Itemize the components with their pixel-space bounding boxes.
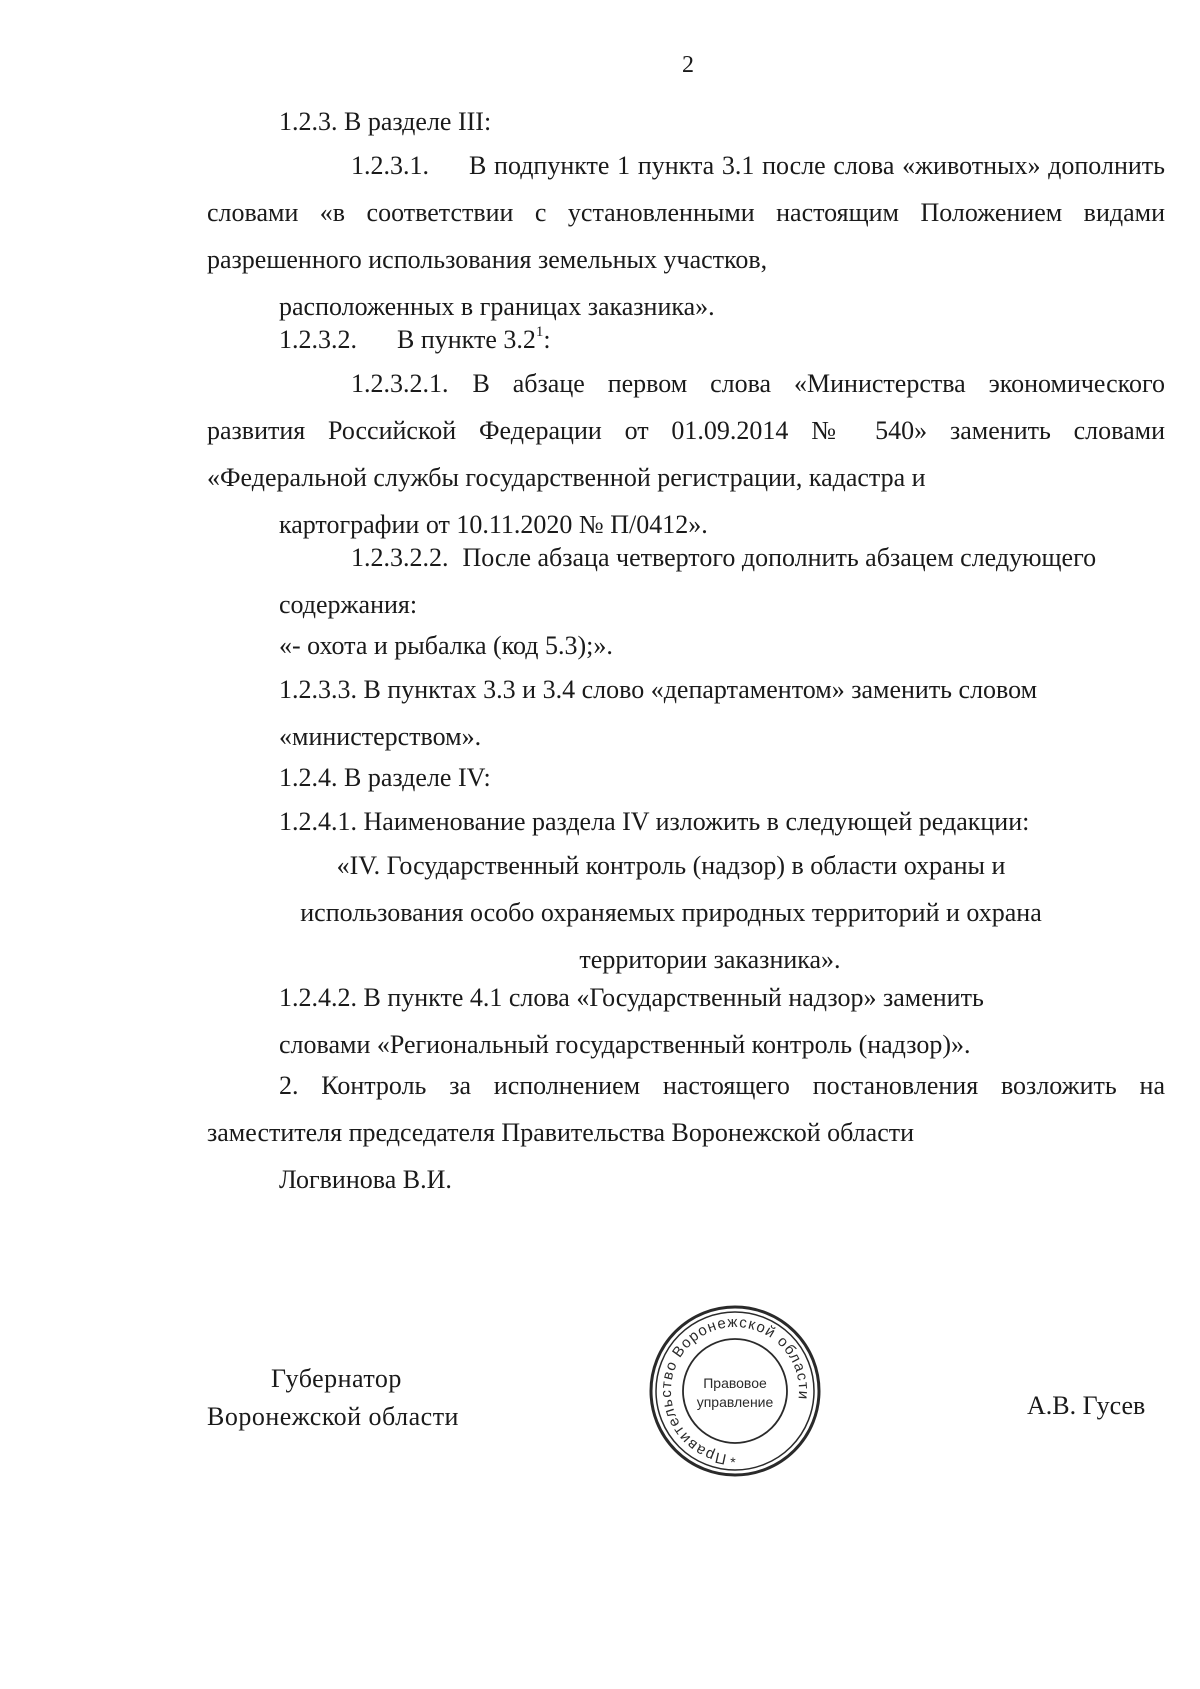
paragraph-text: В пункте 3.2	[397, 325, 536, 354]
signatory-name: А.В. Гусев	[1027, 1391, 1146, 1420]
paragraph-last-line: словами «Региональный государственный контроль (надзор)».	[279, 1030, 971, 1059]
stamp-inner-line: Правовое	[703, 1375, 767, 1391]
position-title: Губернатор	[271, 1364, 402, 1393]
stamp-star: *	[730, 1454, 736, 1470]
quoted-addition: «- охота и рыбалка (код 5.3);».	[279, 631, 613, 660]
heading-line: использования особо охраняемых природных территорий и охрана	[300, 898, 1042, 927]
paragraph-1-2-3: 1.2.3. В разделе III:	[279, 107, 492, 136]
paragraph-1-2-3-3	[207, 666, 1165, 760]
signatory-position	[207, 1360, 459, 1436]
paragraph-text: 2. Контроль за исполнением настоящего постановления возложить на заместителя председателя Правительства Воронежской области	[207, 1071, 1165, 1147]
item-number: 1.2.3.2.	[279, 325, 357, 354]
official-stamp-seal	[647, 1303, 823, 1479]
paragraph-text: 1.2.3.3. В пунктах 3.3 и 3.4 слово «департаментом» заменить словом	[279, 675, 1038, 704]
superscript: 1	[535, 324, 544, 340]
heading-line: территории заказника».	[579, 945, 841, 974]
paragraph-last-line: картографии от 10.11.2020 № П/0412».	[279, 510, 708, 539]
paragraph-1-2-3-2-2	[207, 534, 1165, 628]
paragraph-1-2-4: 1.2.4. В разделе IV:	[279, 763, 491, 792]
paragraph-text: После абзаца четвертого дополнить абзацем следующего	[462, 543, 1097, 572]
paragraph-last-line: «министерством».	[279, 722, 482, 751]
paragraph-last-line: содержания:	[279, 590, 418, 619]
item-number: 1.2.3.2.1.	[351, 369, 449, 398]
paragraph-1-2-3-2-1	[207, 360, 1165, 548]
section-heading-quote	[220, 842, 1122, 983]
item-number: 1.2.3.1.	[351, 151, 429, 180]
item-number: 1.2.3.2.2.	[351, 543, 449, 572]
paragraph-1-2-3-1	[207, 142, 1165, 330]
stamp-outer-text: Правительство Воронежской области	[657, 1313, 813, 1468]
paragraph-tail: :	[543, 325, 551, 354]
paragraph-text: В абзаце первом слова «Министерства экономического развития Российской Федерации от 01.09.2014 № 540» заменить словами «Федеральной службы государственной регистрации, кадастра и	[207, 369, 1165, 492]
paragraph-last-line: Логвинова В.И.	[279, 1165, 452, 1194]
paragraph-1-2-3-2	[207, 316, 1165, 363]
heading-line: «IV. Государственный контроль (надзор) в области охраны и	[336, 851, 1006, 880]
paragraph-last-line: расположенных в границах заказника».	[279, 292, 715, 321]
stamp-inner-line: управление	[696, 1394, 774, 1410]
paragraph-text: 1.2.4.2. В пункте 4.1 слова «Государственный надзор» заменить	[279, 983, 984, 1012]
paragraph-1-2-4-1: 1.2.4.1. Наименование раздела IV изложить в следующей редакции:	[279, 807, 1030, 836]
position-region: Воронежской области	[207, 1402, 459, 1431]
paragraph-2-control	[207, 1062, 1165, 1203]
page-number: 2	[682, 52, 694, 78]
paragraph-1-2-4-2	[207, 974, 1165, 1068]
paragraph-text: В подпункте 1 пункта 3.1 после слова «животных» дополнить словами «в соответствии с установленными настоящим Положением видами разрешенного использования земельных участков,	[207, 151, 1165, 274]
